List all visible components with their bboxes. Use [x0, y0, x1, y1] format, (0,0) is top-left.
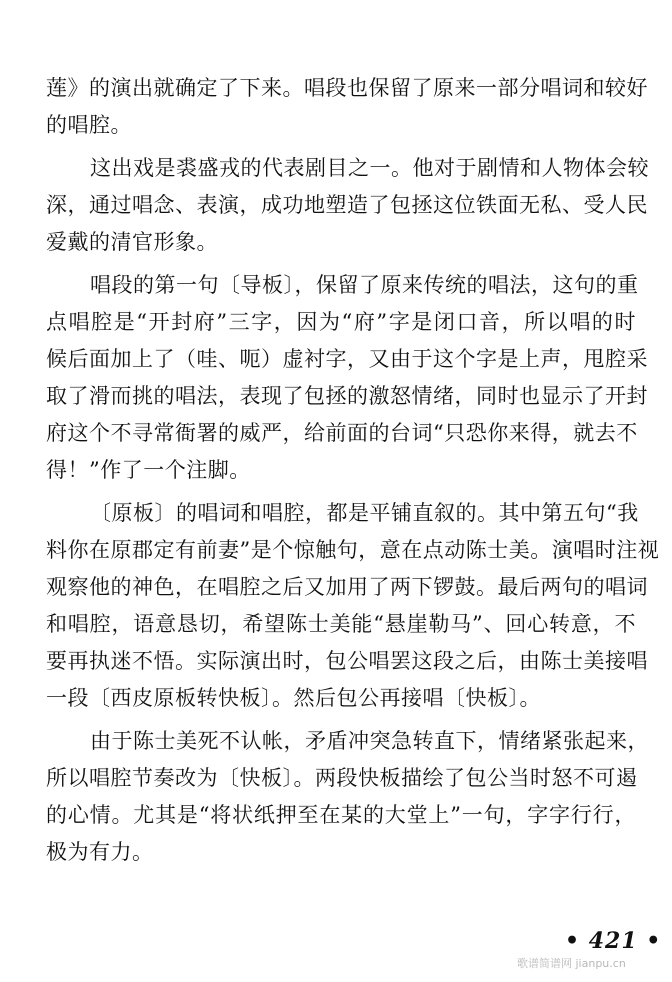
text-line: 莲》的演出就确定了下来。唱段也保留了原来一部分唱词和较好	[46, 76, 648, 100]
text-line: 所以唱腔节奏改为〔快板〕。两段快板描绘了包公当时怒不可遏	[46, 766, 638, 790]
text-line: 〔原板〕的唱词和唱腔，都是平铺直叙的。其中第五句“我	[90, 501, 639, 525]
text-line: 候后面加上了（哇、呃）虚衬字，又由于这个字是上声，甩腔采	[46, 347, 648, 371]
text-line: 点唱腔是“开封府”三字，因为“府”字是闭口音，所以唱的时	[46, 310, 636, 334]
text-line: 这出戏是裘盛戎的代表剧目之一。他对于剧情和人物体会较	[90, 156, 649, 180]
text-line: 观察他的神色，在唱腔之后又加用了两下锣鼓。最后两句的唱词	[46, 575, 648, 599]
text-line: 府这个不寻常衙署的威严，给前面的台词“只恐你来得，就去不	[46, 421, 638, 445]
site-watermark: 歌谱简谱网 jianpu.cn	[517, 957, 626, 970]
text-line: 深，通过唱念、表演，成功地塑造了包拯这位铁面无私、受人民	[46, 193, 648, 217]
text-line: 一段〔西皮原板转快板〕。然后包公再接唱〔快板〕。	[46, 686, 541, 710]
text-line: 料你在原郡定有前妻”是个惊触句，意在点动陈士美。演唱时注视	[46, 538, 660, 562]
page-number: • 421 •	[565, 928, 662, 954]
text-line: 唱段的第一句〔导板〕，保留了原来传统的唱法，这句的重	[90, 273, 639, 297]
text-line: 和唱腔，语意恳切，希望陈士美能“悬崖勒马”、回心转意，不	[46, 612, 636, 636]
body-text	[46, 70, 660, 871]
text-line: 的唱腔。	[46, 113, 132, 137]
text-line: 得！”作了一个注脚。	[46, 458, 251, 482]
text-line: 的心情。尤其是“将状纸押至在某的大堂上”一句，字字行行，	[46, 803, 636, 827]
text-line: 极为有力。	[46, 840, 154, 864]
text-line: 由于陈士美死不认帐，矛盾冲突急转直下，情绪紧张起来，	[90, 729, 649, 753]
text-line: 要再执迷不悟。实际演出时，包公唱罢这段之后，由陈士美接唱	[46, 649, 648, 673]
text-line: 取了滑而挑的唱法，表现了包拯的激怒情绪，同时也显示了开封	[46, 384, 648, 408]
text-line: 爱戴的清官形象。	[46, 230, 218, 254]
